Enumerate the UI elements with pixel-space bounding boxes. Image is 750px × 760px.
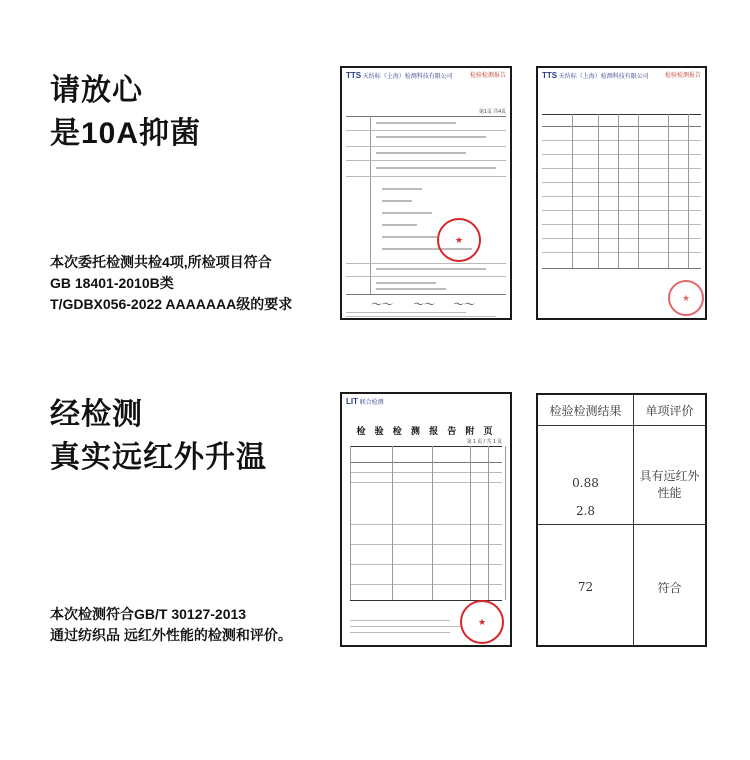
org-name: 天纺标（上海）检测科技有限公司: [558, 74, 649, 80]
report-appendix-image: [340, 392, 512, 647]
headline-2-line2: 真实远红外升温: [50, 441, 267, 474]
desc-2-line2: 通过纺织品 远红外性能的检测和评价。: [50, 627, 292, 643]
appendix-title: 检 验 检 测 报 告 附 页: [356, 427, 496, 437]
tts-logo: TTS: [346, 71, 362, 80]
evaluation-header: 单项评价: [645, 403, 694, 418]
headline-1-line2: 是10A抑菌: [50, 117, 202, 150]
page-number: 第 1 页 / 共 1 页: [466, 439, 502, 445]
report-header: [346, 72, 506, 94]
result-value-2: 2.8: [575, 504, 596, 518]
report-label: 检验检测报告: [469, 73, 506, 79]
desc-1-line1: 本次委托检测共检4项,所检项目符合: [50, 254, 272, 270]
test-report-page1-image: [340, 66, 512, 320]
report-header: [542, 72, 701, 94]
org-name: 天纺标（上海）检测科技有限公司: [362, 74, 453, 80]
result-value-1: 0.88: [572, 476, 599, 490]
signature: 〜〜: [412, 298, 434, 311]
headline-1-line1: 请放心: [50, 74, 143, 107]
signature: 〜〜: [452, 298, 474, 311]
signature: 〜〜: [370, 298, 392, 311]
report-label: 检验检测报告: [664, 73, 701, 79]
test-report-data-page-image: [536, 66, 707, 320]
official-stamp-icon: ★: [460, 600, 504, 644]
official-stamp-icon: ★: [437, 218, 481, 262]
official-stamp-icon: ★: [668, 280, 704, 316]
desc-2-line1: 本次检测符合GB/T 30127-2013: [50, 606, 247, 622]
tts-logo: TTS: [542, 71, 558, 80]
result-value-3: 72: [577, 580, 594, 594]
headline-2-line1: 经检测: [50, 398, 143, 431]
evaluation-1: 具有远红外性能: [639, 469, 700, 500]
desc-1-line3: T/GDBX056-2022 AAAAAAA级的要求: [50, 296, 293, 312]
evaluation-2: 符合: [657, 580, 682, 595]
page-number: 第1页 共4页: [479, 109, 506, 115]
desc-1-line2: GB 18401-2010B类: [50, 275, 174, 291]
result-header: 检验检测结果: [549, 403, 622, 418]
org-name: 联合检测: [359, 400, 384, 406]
lit-logo: LIT: [346, 397, 358, 406]
result-table: [536, 393, 707, 647]
report-header: [346, 398, 506, 420]
